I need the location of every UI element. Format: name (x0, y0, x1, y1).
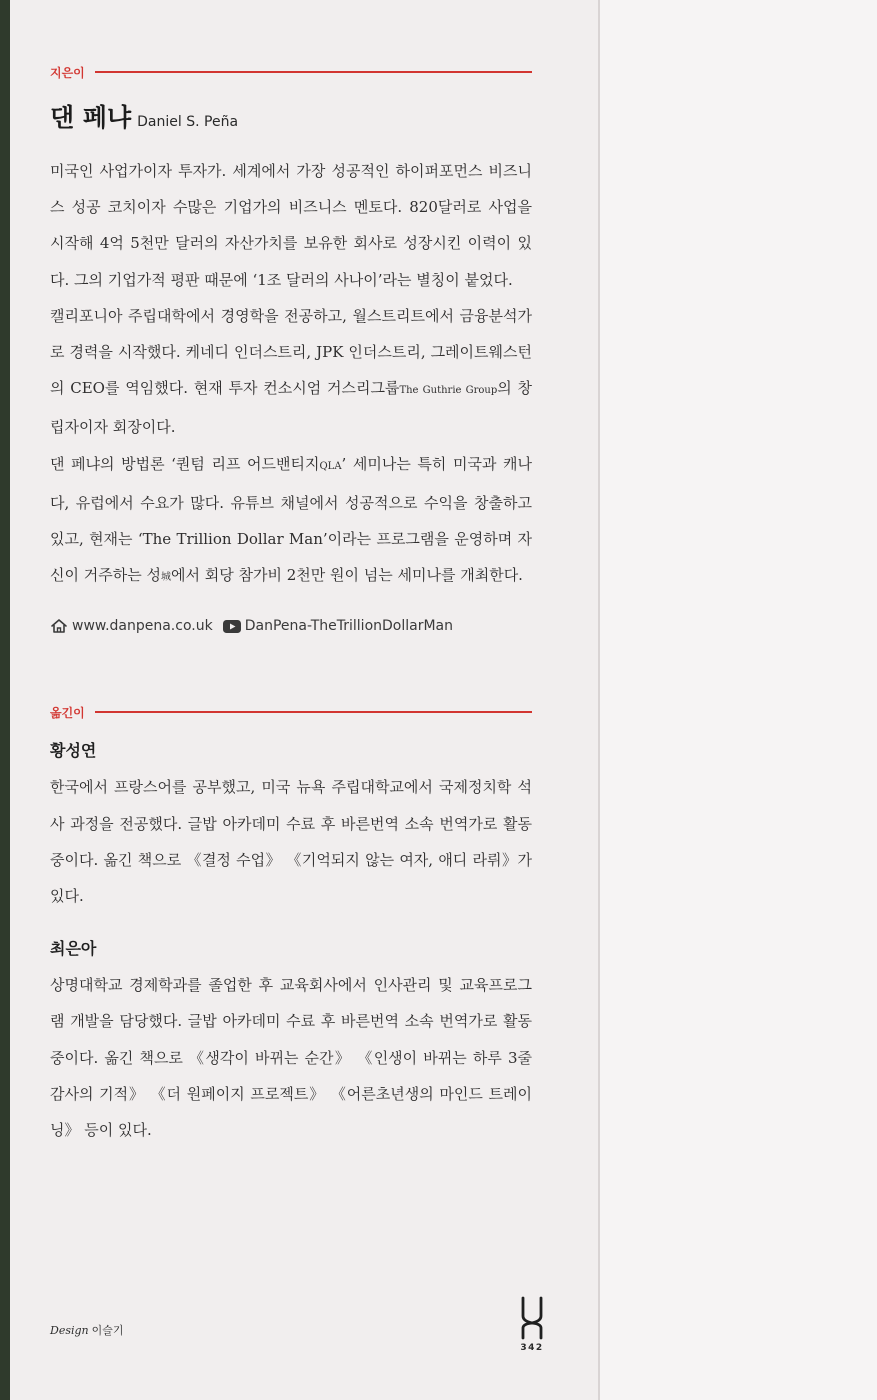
translator-name: 최은아 (50, 939, 97, 959)
website-url: www.danpena.co.uk (72, 618, 213, 635)
section-divider (95, 711, 532, 713)
publisher-series-number: 342 (520, 1343, 544, 1353)
home-icon (50, 618, 68, 634)
author-name-english: Daniel S. Peña (137, 114, 239, 130)
translator-section-header (50, 700, 532, 724)
designer-name: 이슬기 (91, 1324, 124, 1337)
bio-2-text-end: 의 창립자이자 회장이다. (50, 379, 533, 437)
translator-name: 황성연 (50, 741, 97, 761)
bio-2-text-start: 캘리포니아 주립대학에서 경영학을 전공하고, 월스트리트에서 금융분석가로 경력을 시작했다. 케네디 인더스트리, JPK 인더스트리, 그레이트웨스턴의 CEO를 역임했다. 현재 투자 컨소시엄 거스리그룹 (50, 306, 532, 398)
bio-3-text-middle: ’ 세미나는 특히 미국과 캐나다, 유럽에서 수요가 많다. 유튜브 채널에서 성공적으로 수익을 창출하고 있고, 현재는 ‘The Trillion Dollar Man’이라는 프로그램을 운영하며 자신이 거주하는 성 (50, 454, 533, 585)
youtube-link[interactable] (213, 618, 453, 634)
design-credit (50, 1322, 124, 1338)
castle-hanja: 城 (160, 572, 171, 584)
bio-3-text-end: 에서 회당 참가비 2천만 원이 넘는 세미나를 개최한다. (170, 566, 523, 585)
flap-content (50, 60, 532, 1148)
translator-bio: 상명대학교 경제학과를 졸업한 후 교육회사에서 인사관리 및 교육프로그램 개발을 담당했다. 글밥 아카데미 수료 후 바른번역 소속 번역가로 활동 중이다. 옮긴 책으로 《생각이 바뀌는 순간》 《인생이 바뀌는 하루 3줄 감사의 기적》 《더 원페이지 프로젝트》 《어른초년생의 마인드 트레이닝》 등이 있다. (50, 976, 532, 1140)
flap-blank-panel (600, 0, 877, 1400)
translator-section (50, 700, 532, 1148)
author-bio-paragraph-1: 미국인 사업가이자 투자가. 세계에서 가장 성공적인 하이퍼포먼스 비즈니스 성공 코치이자 수많은 기업가의 비즈니스 멘토다. 820달러로 사업을 시작해 4억 5천만 달러의 자산가치를 보유한 회사로 성장시킨 이력이 있다. 그의 기업가적 평판 때문에 ‘1조 달러의 사나이’라는 별칭이 붙었다. (50, 162, 532, 289)
website-link[interactable] (50, 618, 213, 634)
youtube-channel-name: DanPena-TheTrillionDollarMan (244, 618, 454, 635)
youtube-icon (223, 620, 241, 633)
author-name (50, 98, 532, 134)
author-section-header (50, 60, 532, 84)
book-spine (0, 0, 10, 1400)
author-section (50, 60, 532, 634)
publisher-mark (518, 1296, 546, 1356)
translator-section-label: 옮긴이 (50, 705, 85, 720)
translator-entry (50, 738, 532, 914)
author-bio-paragraph-2 (50, 298, 532, 446)
guthrie-group-english: The Guthrie Group (399, 385, 498, 397)
translator-bio: 한국에서 프랑스어를 공부했고, 미국 뉴욕 주립대학교에서 국제정치학 석사 과정을 전공했다. 글밥 아카데미 수료 후 바른번역 소속 번역가로 활동 중이다. 옮긴 책으로 《결정 수업》 《기억되지 않는 여자, 애디 라뤼》가 있다. (50, 778, 532, 906)
author-bio-paragraph-3 (50, 446, 532, 597)
publisher-logo-icon (518, 1296, 546, 1340)
bio-3-text-start: 댄 페냐의 방법론 ‘퀀텀 리프 어드밴티지 (50, 454, 320, 473)
design-credit-label: Design (50, 1324, 89, 1337)
author-section-label: 지은이 (50, 65, 85, 80)
author-links (50, 618, 532, 634)
section-divider (95, 71, 532, 73)
qla-abbreviation: QLA (319, 460, 342, 472)
author-name-korean: 댄 페냐 (50, 103, 132, 132)
translator-entry (50, 936, 532, 1148)
